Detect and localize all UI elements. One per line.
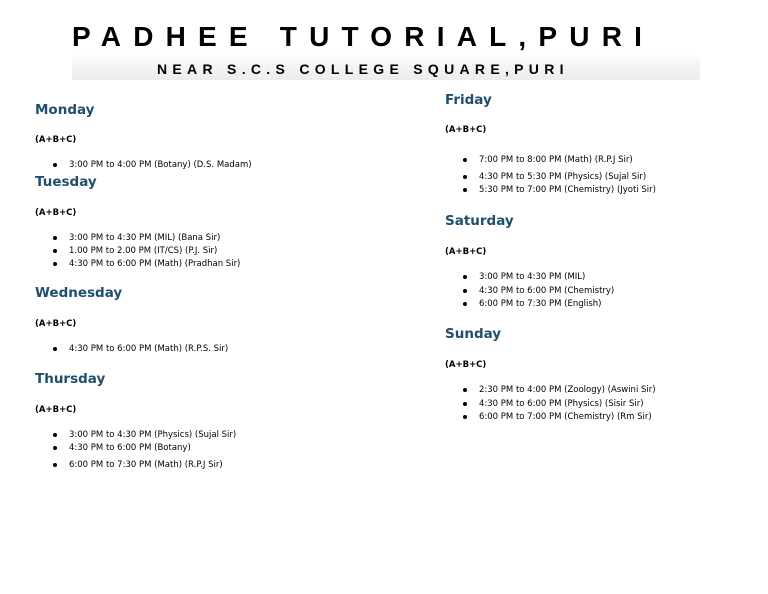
page-subtitle: NEAR S.C.S COLLEGE SQUARE,PURI bbox=[157, 61, 569, 77]
class-item: 6:00 PM to 7:00 PM (Chemistry) (Rm Sir) bbox=[479, 411, 652, 423]
class-item: 6:00 PM to 7:30 PM (Math) (R.P.J Sir) bbox=[69, 459, 223, 471]
class-item: 4:30 PM to 6:00 PM (Math) (R.P.S. Sir) bbox=[69, 343, 228, 355]
bullet-icon bbox=[463, 188, 467, 192]
group-label: (A+B+C) bbox=[35, 208, 77, 218]
class-item: 3:00 PM to 4:30 PM (MIL) (Bana Sir) bbox=[69, 232, 220, 244]
class-item: 6:00 PM to 7:30 PM (English) bbox=[479, 298, 601, 310]
page-title: PADHEE TUTORIAL,PURI bbox=[72, 21, 655, 52]
day-heading: Saturday bbox=[445, 213, 514, 229]
bullet-icon bbox=[53, 163, 57, 167]
bullet-icon bbox=[463, 275, 467, 279]
group-label: (A+B+C) bbox=[35, 405, 77, 415]
bullet-icon bbox=[53, 433, 57, 437]
day-heading: Sunday bbox=[445, 326, 502, 342]
class-item: 5:30 PM to 7:00 PM (Chemistry) (Jyoti Sir) bbox=[479, 184, 656, 196]
group-label: (A+B+C) bbox=[445, 125, 487, 135]
day-heading: Monday bbox=[35, 102, 95, 118]
day-heading: Thursday bbox=[35, 371, 106, 387]
bullet-icon bbox=[463, 158, 467, 162]
bullet-icon bbox=[463, 415, 467, 419]
group-label: (A+B+C) bbox=[35, 319, 77, 329]
bullet-icon bbox=[53, 262, 57, 266]
group-label: (A+B+C) bbox=[445, 360, 487, 370]
bullet-icon bbox=[463, 388, 467, 392]
bullet-icon bbox=[53, 347, 57, 351]
day-heading: Friday bbox=[445, 92, 492, 108]
group-label: (A+B+C) bbox=[445, 247, 487, 257]
class-item: 4:30 PM to 6:00 PM (Chemistry) bbox=[479, 285, 614, 297]
document-header bbox=[72, 18, 700, 80]
bullet-icon bbox=[463, 289, 467, 293]
class-item: 4:30 PM to 6:00 PM (Physics) (Sisir Sir) bbox=[479, 398, 644, 410]
day-heading: Tuesday bbox=[35, 174, 97, 190]
class-item: 4:30 PM to 5:30 PM (Physics) (Sujal Sir) bbox=[479, 171, 646, 183]
bullet-icon bbox=[53, 446, 57, 450]
class-item: 4:30 PM to 6:00 PM (Botany) bbox=[69, 442, 191, 454]
class-item: 3:00 PM to 4:30 PM (MIL) bbox=[479, 271, 585, 283]
group-label: (A+B+C) bbox=[35, 135, 77, 145]
class-item: 3:00 PM to 4:30 PM (Physics) (Sujal Sir) bbox=[69, 429, 236, 441]
bullet-icon bbox=[53, 249, 57, 253]
class-item: 3:00 PM to 4:00 PM (Botany) (D.S. Madam) bbox=[69, 159, 252, 171]
bullet-icon bbox=[463, 175, 467, 179]
class-item: 2:30 PM to 4:00 PM (Zoology) (Aswini Sir) bbox=[479, 384, 656, 396]
bullet-icon bbox=[463, 402, 467, 406]
bullet-icon bbox=[53, 236, 57, 240]
class-item: 7:00 PM to 8:00 PM (Math) (R.P.J Sir) bbox=[479, 154, 633, 166]
bullet-icon bbox=[463, 302, 467, 306]
bullet-icon bbox=[53, 463, 57, 467]
class-item: 1.00 PM to 2.00 PM (IT/CS) (P.J. Sir) bbox=[69, 245, 217, 257]
class-item: 4:30 PM to 6:00 PM (Math) (Pradhan Sir) bbox=[69, 258, 240, 270]
day-heading: Wednesday bbox=[35, 285, 123, 301]
